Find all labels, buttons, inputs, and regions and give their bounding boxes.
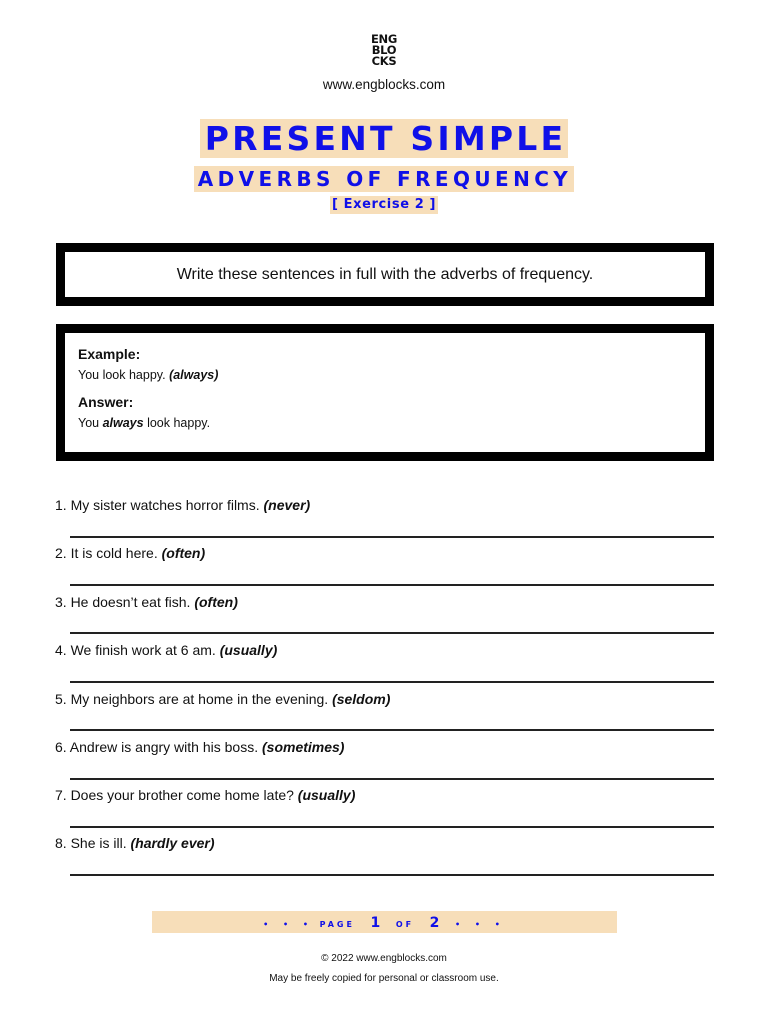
question-hint: (often) bbox=[161, 545, 206, 561]
subtitle-container bbox=[0, 166, 768, 192]
question-text: 1. My sister watches horror films. bbox=[55, 497, 260, 513]
answer-line-2[interactable] bbox=[70, 584, 714, 586]
site-url[interactable]: www.engblocks.com bbox=[322, 77, 446, 92]
license-notice: May be freely copied for personal or classroom use. bbox=[269, 973, 499, 984]
pagination-page-word: PAGE bbox=[319, 920, 355, 929]
answer-line-5[interactable] bbox=[70, 729, 714, 731]
example-hint: (always) bbox=[169, 368, 219, 382]
question-5 bbox=[55, 690, 390, 708]
answer-before: You bbox=[78, 416, 100, 430]
question-hint: (sometimes) bbox=[262, 739, 345, 755]
pagination-current: 1 bbox=[370, 915, 381, 931]
exercise-container bbox=[0, 195, 768, 214]
question-hint: (usually) bbox=[219, 642, 278, 658]
example-sentence bbox=[78, 368, 705, 383]
question-text: 2. It is cold here. bbox=[55, 545, 158, 561]
answer-after: look happy. bbox=[147, 416, 211, 430]
pagination-dots-right: • • • bbox=[455, 920, 506, 929]
pagination-bar bbox=[152, 911, 617, 933]
instruction-text: Write these sentences in full with the adverbs of frequency. bbox=[176, 265, 594, 283]
question-text: 6. Andrew is angry with his boss. bbox=[55, 739, 259, 755]
page-subtitle: ADVERBS OF FREQUENCY bbox=[194, 166, 574, 192]
answer-sentence bbox=[78, 416, 705, 431]
logo-line-1: ENG bbox=[370, 32, 398, 46]
answer-line-6[interactable] bbox=[70, 778, 714, 780]
question-hint: (often) bbox=[194, 594, 238, 610]
exercise-label: [ Exercise 2 ] bbox=[331, 197, 437, 212]
answer-adverb: always bbox=[102, 416, 144, 430]
answer-heading: Answer: bbox=[78, 394, 134, 410]
answer-line-3[interactable] bbox=[70, 632, 714, 634]
answer-line-7[interactable] bbox=[70, 826, 714, 828]
answer-line-8[interactable] bbox=[70, 874, 714, 876]
question-hint: (seldom) bbox=[332, 691, 391, 707]
engblocks-logo bbox=[367, 34, 401, 67]
question-2 bbox=[55, 544, 205, 562]
question-1 bbox=[55, 496, 310, 514]
answer-line-4[interactable] bbox=[70, 681, 714, 683]
question-hint: (usually) bbox=[297, 787, 356, 803]
question-6 bbox=[55, 738, 344, 756]
question-hint: (never) bbox=[263, 497, 311, 513]
question-text: 7. Does your brother come home late? bbox=[55, 787, 294, 803]
logo-line-2: BLO bbox=[371, 43, 397, 57]
instruction-box bbox=[56, 243, 714, 306]
example-heading: Example: bbox=[78, 346, 141, 362]
question-8 bbox=[55, 834, 215, 852]
question-text: 5. My neighbors are at home in the evening. bbox=[55, 691, 329, 707]
question-7 bbox=[55, 786, 355, 804]
logo-line-3: CKS bbox=[371, 54, 397, 68]
question-3 bbox=[55, 593, 238, 611]
question-text: 4. We finish work at 6 am. bbox=[55, 642, 216, 658]
question-text: 8. She is ill. bbox=[55, 835, 127, 851]
page-title: PRESENT SIMPLE bbox=[200, 119, 569, 158]
copyright-notice: © 2022 www.engblocks.com bbox=[321, 953, 447, 964]
answer-line-1[interactable] bbox=[70, 536, 714, 538]
title-container bbox=[0, 119, 768, 158]
example-sentence-text: You look happy. bbox=[78, 368, 166, 382]
question-hint: (hardly ever) bbox=[130, 835, 215, 851]
example-box bbox=[56, 324, 714, 461]
question-4 bbox=[55, 641, 277, 659]
pagination-total: 2 bbox=[429, 915, 440, 931]
pagination-dots-left: • • • bbox=[263, 920, 314, 929]
question-text: 3. He doesn’t eat fish. bbox=[55, 594, 191, 610]
pagination-of-word: OF bbox=[395, 920, 415, 929]
